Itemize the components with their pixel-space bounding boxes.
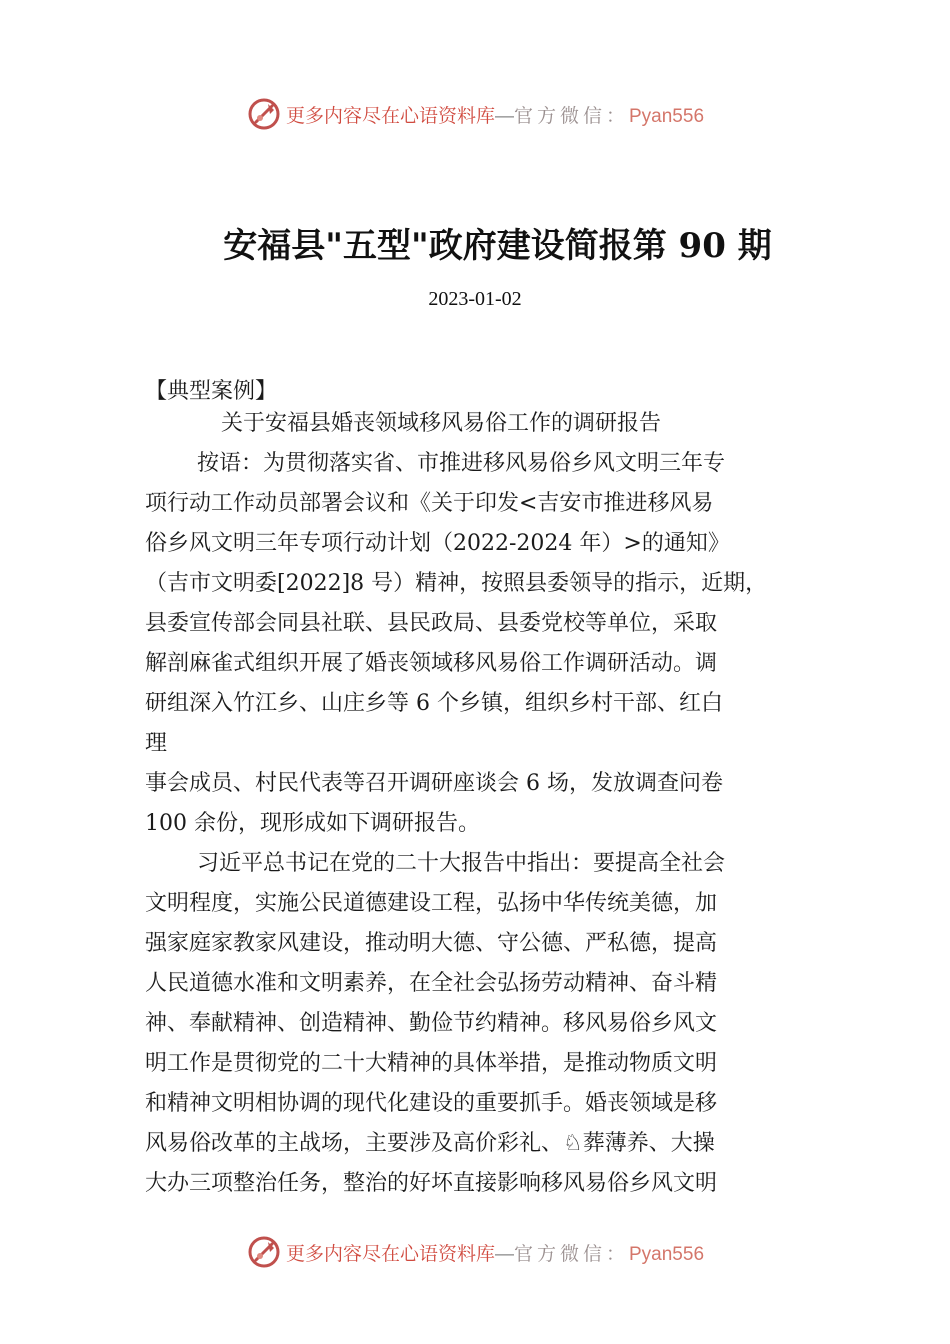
header-label: 官方微信：: [513, 104, 629, 127]
brand-logo-icon: [246, 1234, 282, 1270]
paragraph-line: 理: [145, 731, 168, 756]
paragraph-line: 习近平总书记在党的二十大报告中指出：要提高全社会: [197, 851, 726, 876]
paragraph-line: 强家庭家教家风建设，推动明大德、守公德、严私德，提高: [145, 931, 718, 956]
brand-logo-icon: [246, 96, 282, 132]
header-banner-text: [286, 101, 704, 128]
section-tag: 【典型案例】: [145, 379, 278, 404]
footer-banner: [0, 1232, 950, 1272]
paragraph-line: 大办三项整治任务，整治的好坏直接影响移风易俗乡风文明: [145, 1171, 718, 1196]
header-banner: [0, 94, 950, 134]
body-paragraph: [145, 844, 825, 1204]
footer-brand: 更多内容尽在心语资料库: [285, 1242, 495, 1265]
header-wechat-id: Pyan556: [629, 105, 705, 127]
paragraph-line: 事会成员、村民代表等召开调研座谈会 6 场，发放调查问卷: [145, 771, 723, 796]
paragraph-line: 俗乡风文明三年专项行动计划（2022-2024 年）>的通知》: [145, 531, 730, 556]
paragraph-line: 解剖麻雀式组织开展了婚丧领域移风易俗工作调研活动。调: [145, 651, 718, 676]
preface-paragraph: [145, 444, 825, 844]
document-title: 安福县"五型"政府建设简报第 90 期: [223, 226, 772, 266]
paragraph-line: （吉市文明委[2022]8 号）精神，按照县委领导的指示，近期，: [145, 571, 768, 596]
footer-banner-text: [286, 1239, 704, 1266]
header-brand: 更多内容尽在心语资料库: [285, 104, 495, 127]
document-body: [145, 372, 825, 1204]
paragraph-line: 和精神文明相协调的现代化建设的重要抓手。婚丧领域是移: [145, 1091, 718, 1116]
paragraph-line: 文明程度，实施公民道德建设工程，弘扬中华传统美德，加: [145, 891, 718, 916]
paragraph-line: 项行动工作动员部署会议和《关于印发<吉安市推进移风易: [145, 491, 714, 516]
paragraph-line: 县委宣传部会同县社联、县民政局、县委党校等单位，采取: [145, 611, 718, 636]
paragraph-line: 研组深入竹江乡、山庄乡等 6 个乡镇，组织乡村干部、红白: [145, 691, 723, 716]
document-date: 2023-01-02: [428, 288, 522, 310]
report-subtitle: 关于安福县婚丧领域移风易俗工作的调研报告: [221, 411, 662, 436]
paragraph-line: 风易俗改革的主战场，主要涉及高价彩礼、♘葬薄养、大操: [145, 1131, 715, 1156]
header-separator: —: [494, 105, 514, 127]
footer-separator: —: [494, 1243, 514, 1265]
footer-wechat-id: Pyan556: [629, 1243, 705, 1265]
paragraph-line: 神、奉献精神、创造精神、勤俭节约精神。移风易俗乡风文: [145, 1011, 718, 1036]
paragraph-line: 按语：为贯彻落实省、市推进移风易俗乡风文明三年专: [197, 451, 726, 476]
footer-label: 官方微信：: [513, 1242, 629, 1265]
paragraph-line: 人民道德水准和文明素养，在全社会弘扬劳动精神、奋斗精: [145, 971, 718, 996]
paragraph-line: 明工作是贯彻党的二十大精神的具体举措，是推动物质文明: [145, 1051, 718, 1076]
paragraph-line: 100 余份，现形成如下调研报告。: [145, 811, 480, 836]
